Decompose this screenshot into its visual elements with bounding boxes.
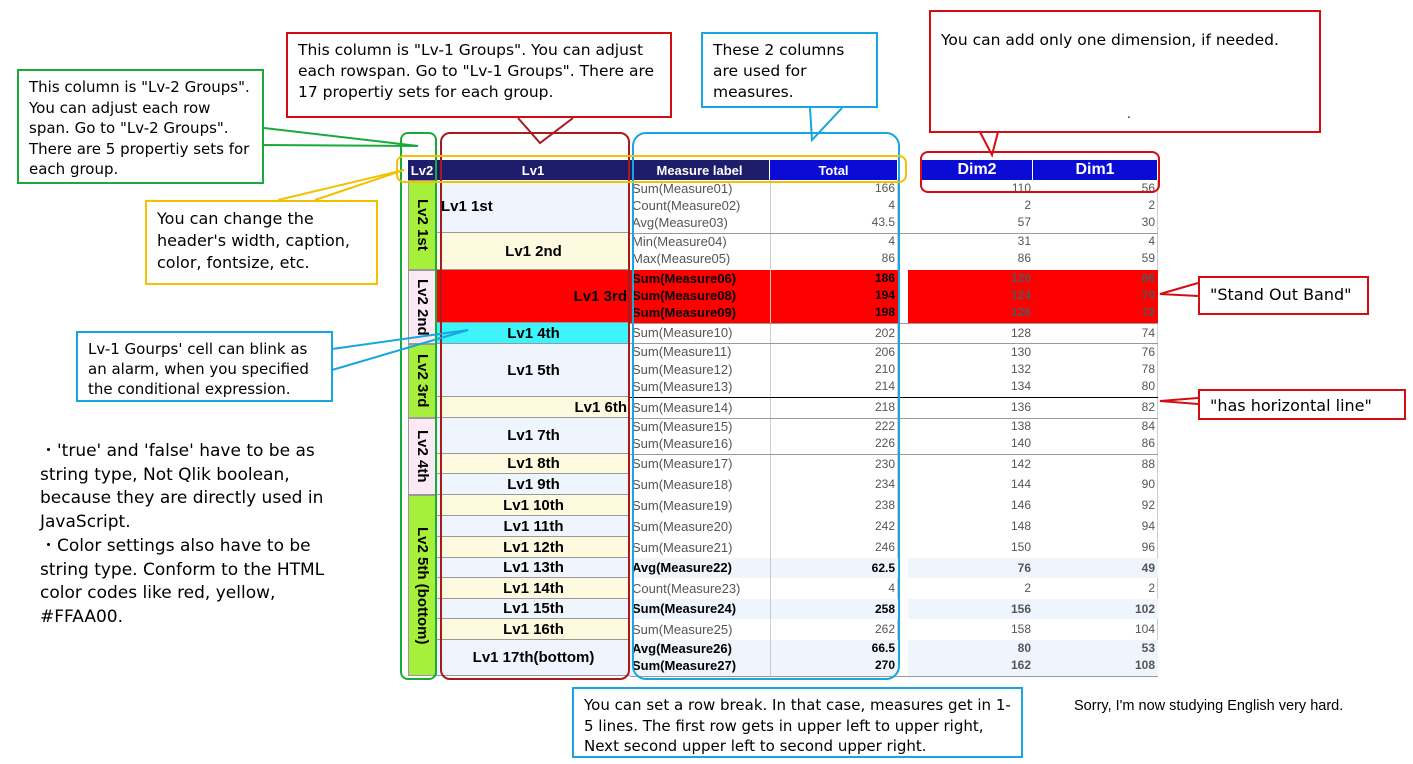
lv1-group-6: Lv1 6th: [437, 397, 630, 418]
dim1-value: 88: [1141, 457, 1155, 471]
measure-label: Avg(Measure03): [632, 215, 728, 230]
dim1-value: 70: [1141, 288, 1155, 302]
callout-measures: These 2 columns are used for measures.: [701, 32, 878, 108]
dim1-value: 30: [1141, 215, 1155, 229]
dim2-value: 136: [1010, 400, 1031, 414]
measure-label: Sum(Measure18): [632, 477, 733, 492]
lv2-group-4: Lv2 4th: [408, 418, 437, 495]
header-lv1: Lv1: [437, 160, 630, 180]
dim2-value: 120: [1010, 271, 1031, 285]
pointer-measures: [810, 108, 842, 140]
measure-label: Sum(Measure11): [632, 344, 732, 359]
measure-total: 43.5: [871, 215, 895, 229]
lv1-group-1: Lv1 1st: [437, 180, 630, 233]
callout-horizontal-line: "has horizontal line": [1198, 389, 1406, 420]
note-color-settings: ・Color settings also have to be string type. Conform to the HTML color codes like red, yellow, #FFAA00.: [40, 536, 325, 627]
dim2-value: 156: [1010, 602, 1031, 616]
callout-lv2-groups: This column is "Lv-2 Groups". You can adjust each row span. Go to "Lv-2 Groups". There are 5 propertiy sets for each group.: [17, 69, 264, 184]
lv1-group-17: Lv1 17th(bottom): [437, 640, 630, 676]
measure-total: 186: [874, 271, 895, 285]
dim1-value: 59: [1141, 251, 1155, 265]
measure-label: Sum(Measure10): [632, 325, 733, 340]
measure-total: 226: [874, 436, 895, 450]
pointer-lv2: [264, 128, 418, 146]
header-lv2: Lv2: [408, 160, 437, 180]
measure-total: 4: [888, 198, 895, 212]
dim1-value: 2: [1148, 198, 1155, 212]
lv1-group-2: Lv1 2nd: [437, 233, 630, 270]
measure-label: Sum(Measure20): [632, 519, 733, 534]
dim2-value: 162: [1010, 658, 1031, 672]
pointer-standout: [1160, 283, 1198, 296]
lv1-group-5: Lv1 5th: [437, 344, 630, 397]
dim2-value: 130: [1010, 345, 1031, 359]
measure-label: Sum(Measure19): [632, 498, 733, 513]
dim2-value: 2: [1024, 581, 1031, 595]
lv1-group-10: Lv1 10th: [437, 495, 630, 516]
dim2-value: 128: [1010, 326, 1031, 340]
lv1-group-13: Lv1 13th: [437, 558, 630, 578]
measure-label: Avg(Measure22): [632, 560, 732, 575]
header-dim2: Dim2: [922, 160, 1033, 180]
dim1-value: 74: [1141, 326, 1155, 340]
dim1-value: 96: [1141, 540, 1155, 554]
dim2-value: 146: [1010, 498, 1031, 512]
dim2-value: 126: [1010, 305, 1031, 319]
callout-dimension-text: You can add only one dimension, if needed.: [941, 31, 1279, 49]
measure-total: 258: [874, 602, 895, 616]
dim1-value: 78: [1141, 362, 1155, 376]
measure-label: Sum(Measure15): [632, 419, 733, 434]
measure-label: Sum(Measure06): [632, 271, 737, 286]
dim2-value: 158: [1010, 622, 1031, 636]
callout-lv1-groups: This column is "Lv-1 Groups". You can adjust each rowspan. Go to "Lv-1 Groups". There are 17 propertiy sets for each group.: [286, 32, 672, 118]
measure-label: Sum(Measure12): [632, 362, 733, 377]
dim2-value: 2: [1024, 198, 1031, 212]
measure-total: 214: [874, 379, 895, 393]
dim2-value: 110: [1011, 181, 1031, 195]
callout-header: You can change the header's width, caption, color, fontsize, etc.: [145, 200, 378, 285]
measure-label: Sum(Measure17): [632, 456, 733, 471]
callout-blink: Lv-1 Gourps' cell can blink as an alarm, when you specified the conditional expression.: [76, 331, 333, 402]
measure-label: Sum(Measure24): [632, 601, 737, 616]
dim1-value: 4: [1148, 234, 1155, 248]
lv1-group-7: Lv1 7th: [437, 418, 630, 454]
pointer-blink: [332, 330, 468, 370]
lv1-group-3: Lv1 3rd: [437, 270, 630, 323]
callout-stand-out-band: "Stand Out Band": [1198, 276, 1369, 315]
callout-dimension: [929, 10, 1321, 133]
measure-total: 198: [874, 305, 895, 319]
pointer-horizontal: [1160, 398, 1198, 404]
measure-label: Sum(Measure16): [632, 436, 733, 451]
dim2-value: 86: [1017, 251, 1031, 265]
lv1-group-8: Lv1 8th: [437, 454, 630, 474]
measure-label: Sum(Measure01): [632, 181, 733, 196]
lv1-group-9: Lv1 9th: [437, 474, 630, 495]
lv1-group-4-blink: Lv1 4th: [437, 323, 630, 344]
lv1-group-11: Lv1 11th: [437, 516, 630, 537]
dim1-value: 94: [1141, 519, 1155, 533]
dim2-value: 132: [1010, 362, 1031, 376]
dim2-value: 138: [1010, 419, 1031, 433]
measure-total: 4: [888, 581, 895, 595]
callout-dimension-dot: .: [1127, 107, 1131, 121]
dim2-value: 31: [1017, 234, 1031, 248]
lv2-group-5: Lv2 5th (bottom): [408, 495, 437, 676]
dim2-value: 134: [1010, 379, 1031, 393]
header-total: Total: [770, 160, 898, 180]
measure-label: Avg(Measure26): [632, 641, 732, 656]
measure-label: Sum(Measure13): [632, 379, 733, 394]
dim2-value: 144: [1010, 477, 1031, 491]
measure-total: 166: [874, 181, 895, 195]
dim1-value: 86: [1141, 436, 1155, 450]
measure-label: Sum(Measure27): [632, 658, 737, 673]
dim1-value: 49: [1141, 561, 1155, 575]
measure-total: 246: [874, 540, 895, 554]
measure-label: Min(Measure04): [632, 234, 727, 249]
measure-label: Sum(Measure09): [632, 305, 737, 320]
dim2-value: 148: [1010, 519, 1031, 533]
dim1-value: 108: [1134, 658, 1155, 672]
dim2-value: 80: [1017, 641, 1031, 655]
measure-total: 230: [874, 457, 895, 471]
dim2-value: 76: [1017, 561, 1031, 575]
measure-label: Sum(Measure08): [632, 288, 737, 303]
dim1-value: 102: [1134, 602, 1155, 616]
measure-total: 234: [874, 477, 895, 491]
pointer-header: [278, 170, 404, 200]
measure-label: Sum(Measure14): [632, 400, 733, 415]
lv1-group-14: Lv1 14th: [437, 578, 630, 599]
pointer-lv1: [518, 118, 573, 143]
note-sorry: Sorry, I'm now studying English very hard.: [1074, 698, 1344, 714]
dim2-value: 142: [1010, 457, 1031, 471]
dim1-value: 72: [1141, 305, 1155, 319]
measure-total: 206: [874, 345, 895, 359]
dim1-value: 84: [1141, 419, 1155, 433]
measure-total: 270: [874, 658, 895, 672]
dim1-value: 56: [1141, 181, 1155, 195]
header-dim1: Dim1: [1033, 160, 1158, 180]
dim1-value: 90: [1141, 477, 1155, 491]
header-measure-label: Measure label: [630, 160, 770, 180]
lv2-group-3: Lv2 3rd: [408, 344, 437, 418]
dim1-value: 76: [1141, 345, 1155, 359]
dim1-value: 82: [1141, 400, 1155, 414]
dim1-value: 66: [1141, 271, 1155, 285]
dim2-value: 57: [1017, 215, 1031, 229]
dim2-value: 124: [1010, 288, 1031, 302]
dim1-value: 53: [1141, 641, 1155, 655]
measure-total: 242: [874, 519, 895, 533]
lv1-group-16: Lv1 16th: [437, 619, 630, 640]
dim1-value: 92: [1141, 498, 1155, 512]
measure-total: 62.5: [871, 561, 895, 575]
lv2-group-1: Lv2 1st: [408, 180, 437, 270]
measure-total: 4: [888, 234, 895, 248]
measure-total: 210: [874, 362, 895, 376]
lv1-group-12: Lv1 12th: [437, 537, 630, 558]
callout-row-break: You can set a row break. In that case, measures get in 1-5 lines. The first row gets in upper left to upper right, Next second upper left to second upper right.: [572, 687, 1023, 758]
pointer-dimension: [980, 132, 998, 155]
measure-total: 194: [874, 288, 895, 302]
measure-total: 66.5: [871, 641, 895, 655]
dim1-value: 2: [1148, 581, 1155, 595]
measure-total: 238: [874, 498, 895, 512]
measure-total: 262: [874, 622, 895, 636]
measure-total: 222: [874, 419, 895, 433]
measure-total: 86: [881, 251, 895, 265]
measure-label: Sum(Measure25): [632, 622, 733, 637]
note-string-type: ・'true' and 'false' have to be as string type, Not Qlik boolean, because they are directly used in JavaScript.: [40, 441, 324, 532]
dim2-value: 150: [1010, 540, 1031, 554]
measure-label: Count(Measure23): [632, 581, 741, 596]
measure-label: Sum(Measure21): [632, 540, 733, 555]
measure-label: Count(Measure02): [632, 198, 741, 213]
dim2-value: 140: [1010, 436, 1031, 450]
lv1-group-15: Lv1 15th: [437, 599, 630, 619]
dim1-value: 104: [1134, 622, 1155, 636]
lv2-group-2: Lv2 2nd: [408, 270, 437, 344]
measure-total: 202: [874, 326, 895, 340]
dim1-value: 80: [1141, 379, 1155, 393]
measure-label: Max(Measure05): [632, 251, 731, 266]
measure-total: 218: [874, 400, 895, 414]
